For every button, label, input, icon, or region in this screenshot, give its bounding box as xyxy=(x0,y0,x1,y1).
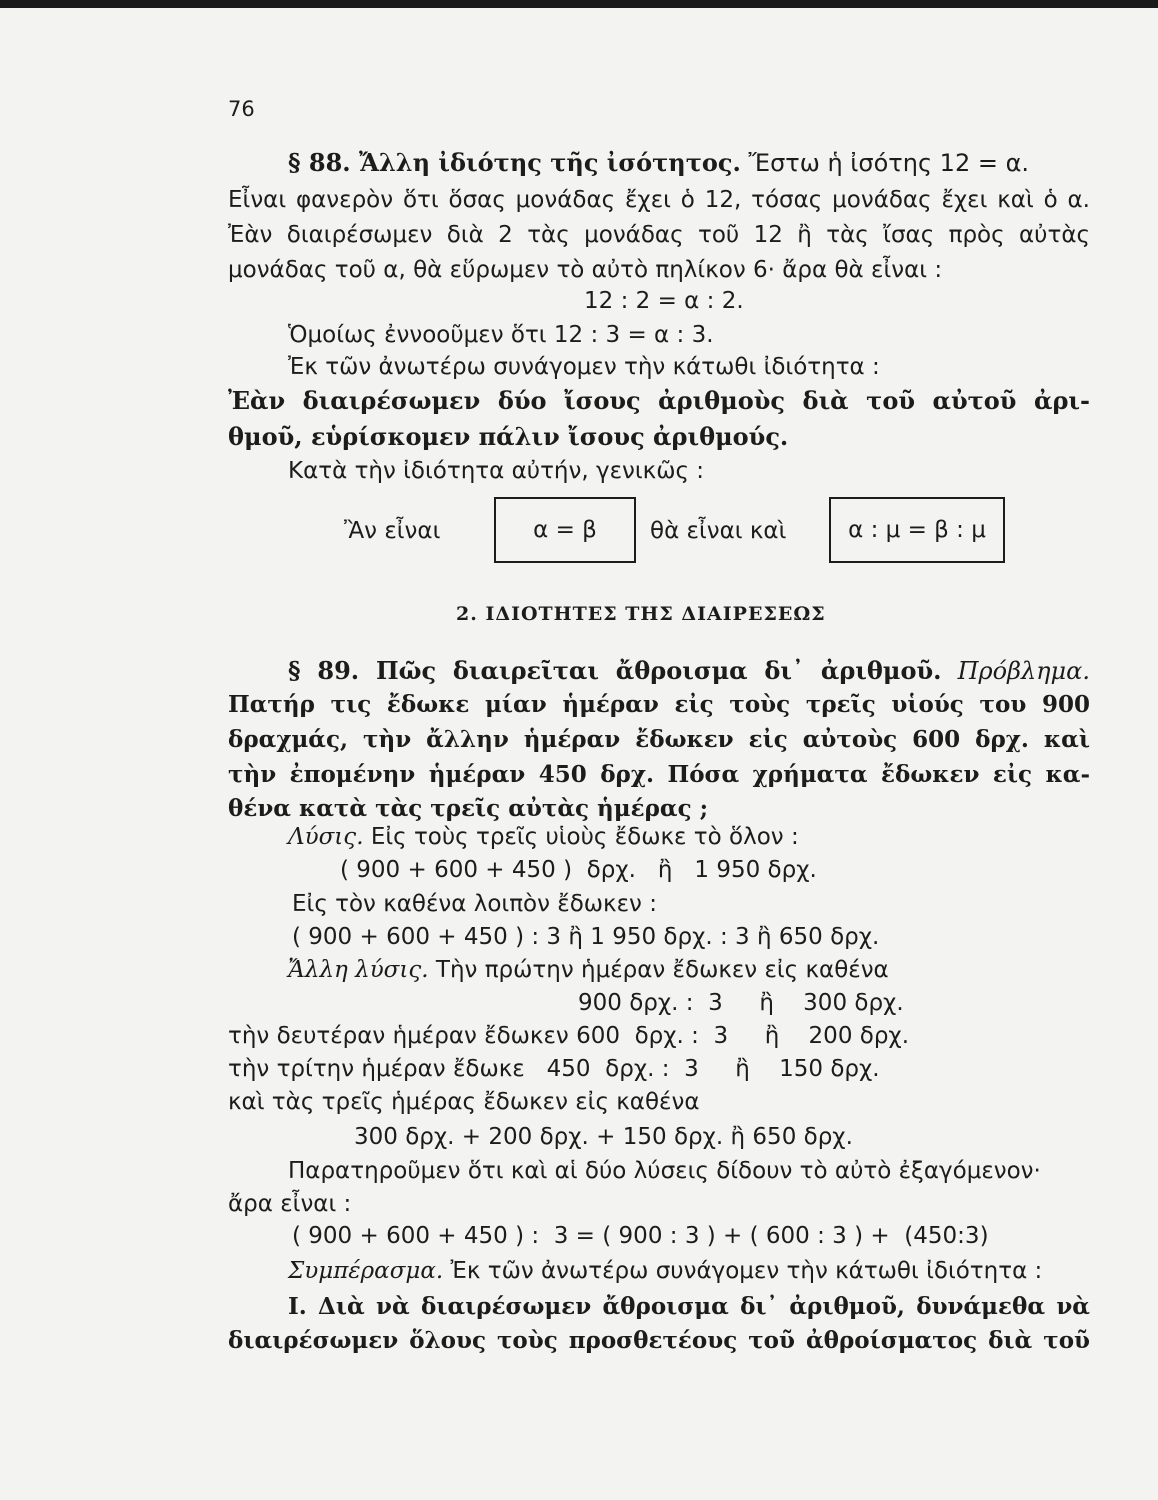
text-line: μονάδας τοῦ α, θὰ εὕρωμεν τὸ αὐτὸ πηλίκον 6· ἄρα θὰ εἶναι : xyxy=(228,257,943,283)
text-line: ἄρα εἶναι : xyxy=(228,1191,352,1217)
rule-statement: Ἐὰν διαιρέσωμεν δύο ἴσους ἀριθμοὺς διὰ τοῦ αὐτοῦ ἀρι- xyxy=(228,386,1090,415)
calculation: τὴν δευτέραν ἡμέραν ἔδωκεν 600 δρχ. : 3 ἢ 200 δρχ. xyxy=(228,1023,910,1049)
calculation: τὴν τρίτην ἡμέραν ἔδωκε 450 δρχ. : 3 ἢ 150 δρχ. xyxy=(228,1056,880,1082)
problem-text: δραχμάς, τὴν ἄλλην ἡμέραν ἔδωκεν εἰς αὐτοὺς 600 δρχ. καὶ xyxy=(228,726,1090,753)
formula-text: α = β xyxy=(533,517,597,543)
text-line: Εἰς τὸν καθένα λοιπὸν ἔδωκεν : xyxy=(292,891,657,917)
solution-text: Εἰς τοὺς τρεῖς υἱοὺς ἔδωκε τὸ ὅλον : xyxy=(370,824,799,850)
alternative-solution-label: Ἄλλη λύσις. xyxy=(288,957,429,983)
section-88-first-line xyxy=(288,148,1029,178)
calculation: ( 900 + 600 + 450 ) : 3 ἢ 1 950 δρχ. : 3 ἢ 650 δρχ. xyxy=(292,924,880,950)
formula-box-division xyxy=(829,497,1005,563)
formula-box-equality xyxy=(494,497,636,563)
problem-text: θένα κατὰ τὰς τρεῖς αὐτὰς ἡμέρας ; xyxy=(228,795,709,822)
rule-statement: Ι. Διὰ νὰ διαιρέσωμεν ἄθροισμα δι᾽ ἀριθμοῦ, δυνάμεθα νὰ xyxy=(288,1293,1090,1320)
then-label: θὰ εἶναι καὶ xyxy=(650,518,787,544)
conclusion-text: Ἐκ τῶν ἀνωτέρω συνάγομεν τὴν κάτωθι ἰδιότητα : xyxy=(450,1258,1043,1284)
formula-text: α : μ = β : μ xyxy=(848,517,986,543)
section-88-title: § 88. Ἄλλη ἰδιότης τῆς ἰσότητος. xyxy=(288,148,741,177)
solution-label: Λύσις. xyxy=(288,824,364,850)
problem-label: Πρόβλημα. xyxy=(957,657,1090,685)
rule-statement: θμοῦ, εὑρίσκομεν πάλιν ἴσους ἀριθμούς. xyxy=(228,422,789,451)
conclusion-line xyxy=(288,1256,1042,1286)
calculation: 300 δρχ. + 200 δρχ. + 150 δρχ. ἢ 650 δρχ. xyxy=(354,1124,853,1150)
equation: ( 900 + 600 + 450 ) : 3 = ( 900 : 3 ) + ( 600 : 3 ) + (450:3) xyxy=(292,1223,989,1249)
alternative-solution-text: Τὴν πρώτην ἡμέραν ἔδωκεν εἰς καθένα xyxy=(435,957,889,983)
text-line: καὶ τὰς τρεῖς ἡμέρας ἔδωκεν εἰς καθένα xyxy=(228,1089,700,1115)
section-89-first-line xyxy=(288,656,1090,686)
rule-statement: διαιρέσωμεν ὅλους τοὺς προσθετέους τοῦ ἀθροίσματος διὰ τοῦ xyxy=(228,1327,1090,1354)
section-89-title: § 89. Πῶς διαιρεῖται ἄθροισμα δι᾽ ἀριθμοῦ. xyxy=(288,656,942,685)
text-line: Ἐκ τῶν ἀνωτέρω συνάγομεν τὴν κάτωθι ἰδιότητα : xyxy=(288,354,880,380)
calculation: ( 900 + 600 + 450 ) δρχ. ἢ 1 950 δρχ. xyxy=(340,857,817,883)
calculation: 900 δρχ. : 3 ἢ 300 δρχ. xyxy=(578,990,904,1016)
solution-line xyxy=(288,822,799,852)
equation: 12 : 2 = α : 2. xyxy=(584,288,744,314)
page-number: 76 xyxy=(228,97,255,121)
text-line: Ὁμοίως ἐννοοῦμεν ὅτι 12 : 3 = α : 3. xyxy=(288,322,714,348)
section-heading: 2. ΙΔΙΟΤΗΤΕΣ ΤΗΣ ΔΙΑΙΡΕΣΕΩΣ xyxy=(456,603,826,625)
alternative-solution-line xyxy=(288,955,889,985)
text-line: Ἐὰν διαιρέσωμεν διὰ 2 τὰς μονάδας τοῦ 12 ἢ τὰς ἴσας πρὸς αὐτὰς xyxy=(228,222,1090,248)
problem-text: Πατήρ τις ἔδωκε μίαν ἡμέραν εἰς τοὺς τρεῖς υἱούς του 900 xyxy=(228,691,1090,718)
text-line: Παρατηροῦμεν ὅτι καὶ αἱ δύο λύσεις δίδουν τὸ αὐτὸ ἐξαγόμενον· xyxy=(288,1158,1041,1184)
text-line: Εἶναι φανερὸν ὅτι ὅσας μονάδας ἔχει ὁ 12, τόσας μονάδας ἔχει καὶ ὁ α. xyxy=(228,187,1090,213)
section-88-intro: Ἔστω ἡ ἰσότης 12 = α. xyxy=(748,149,1030,177)
conclusion-label: Συμπέρασμα. xyxy=(288,1258,444,1284)
problem-text: τὴν ἐπομένην ἡμέραν 450 δρχ. Πόσα χρήματα ἔδωκεν εἰς κα- xyxy=(228,761,1090,788)
if-label: Ἂν εἶναι xyxy=(344,518,441,544)
text-line: Κατὰ τὴν ἰδιότητα αὐτήν, γενικῶς : xyxy=(288,458,705,484)
